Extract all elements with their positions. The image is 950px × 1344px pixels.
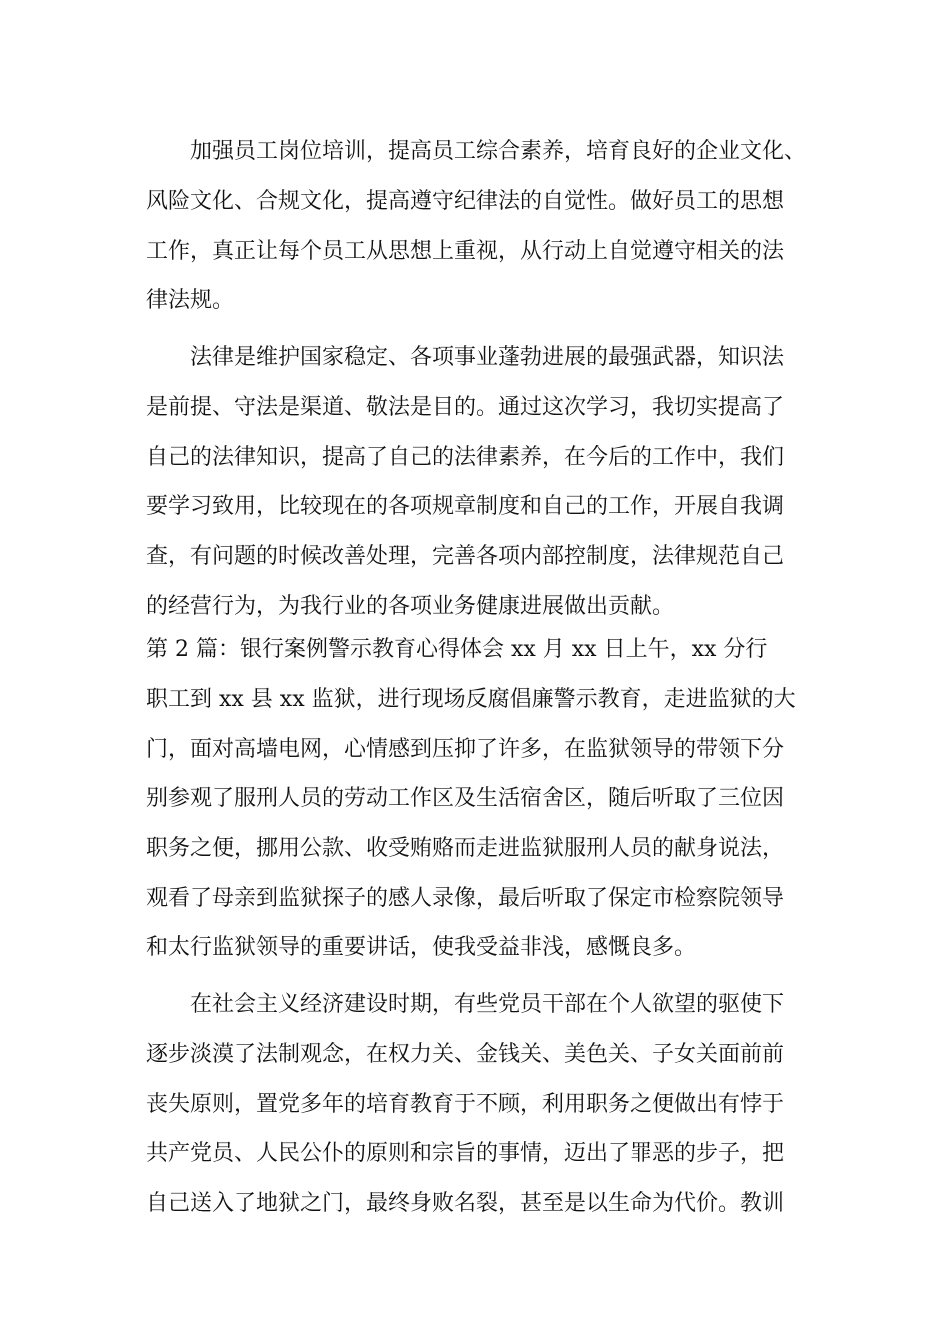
text-line: 的经营行为，为我行业的各项业务健康进展做出贡献。 [146, 594, 675, 619]
text-line: 是前提、守法是渠道、敬法是目的。通过这次学习，我切实提高了 [146, 395, 785, 420]
text-line: 职务之便，挪用公款、收受贿赂而走进监狱服刑人员的献身说法， [146, 836, 785, 861]
text-line: 查，有问题的时候改善处理，完善各项内部控制度，法律规范自己 [146, 544, 785, 569]
text-line: 丧失原则，置党多年的培育教育于不顾，利用职务之便做出有悖于 [146, 1092, 785, 1117]
text-line: 法律是维护国家稳定、各项事业蓬勃进展的最强武器，知识法 [190, 345, 785, 370]
text-line: 逐步淡漠了法制观念，在权力关、金钱关、美色关、子女关面前前 [146, 1042, 785, 1067]
text-line: 和太行监狱领导的重要讲话，使我受益非浅，感慨良多。 [146, 935, 697, 960]
text-line: 自己的法律知识，提高了自己的法律素养，在今后的工作中，我们 [146, 445, 785, 470]
text-line: 观看了母亲到监狱探子的感人录像，最后听取了保定市检察院领导 [146, 886, 785, 911]
text-line: 职工到 xx 县 xx 监狱，进行现场反腐倡廉警示教育，走进监狱的大 [146, 687, 796, 712]
article-heading-line: 第 2 篇：银行案例警示教育心得体会 xx 月 xx 日上午，xx 分行 [146, 637, 768, 662]
text-line: 加强员工岗位培训，提高员工综合素养，培育良好的企业文化、 [190, 139, 807, 164]
text-line: 工作，真正让每个员工从思想上重视，从行动上自觉遵守相关的法 [146, 239, 785, 264]
text-line: 门，面对高墙电网，心情感到压抑了许多，在监狱领导的带领下分 [146, 737, 785, 762]
text-line: 自己送入了地狱之门，最终身败名裂，甚至是以生命为代价。教训 [146, 1191, 785, 1216]
text-line: 在社会主义经济建设时期，有些党员干部在个人欲望的驱使下 [190, 992, 785, 1017]
text-line: 共产党员、人民公仆的原则和宗旨的事情，迈出了罪恶的步子，把 [146, 1141, 785, 1166]
text-line: 要学习致用，比较现在的各项规章制度和自己的工作，开展自我调 [146, 494, 785, 519]
text-line: 律法规。 [146, 288, 235, 313]
text-line: 风险文化、合规文化，提高遵守纪律法的自觉性。做好员工的思想 [146, 189, 785, 214]
text-line: 别参观了服刑人员的劳动工作区及生活宿舍区，随后听取了三位因 [146, 786, 785, 811]
